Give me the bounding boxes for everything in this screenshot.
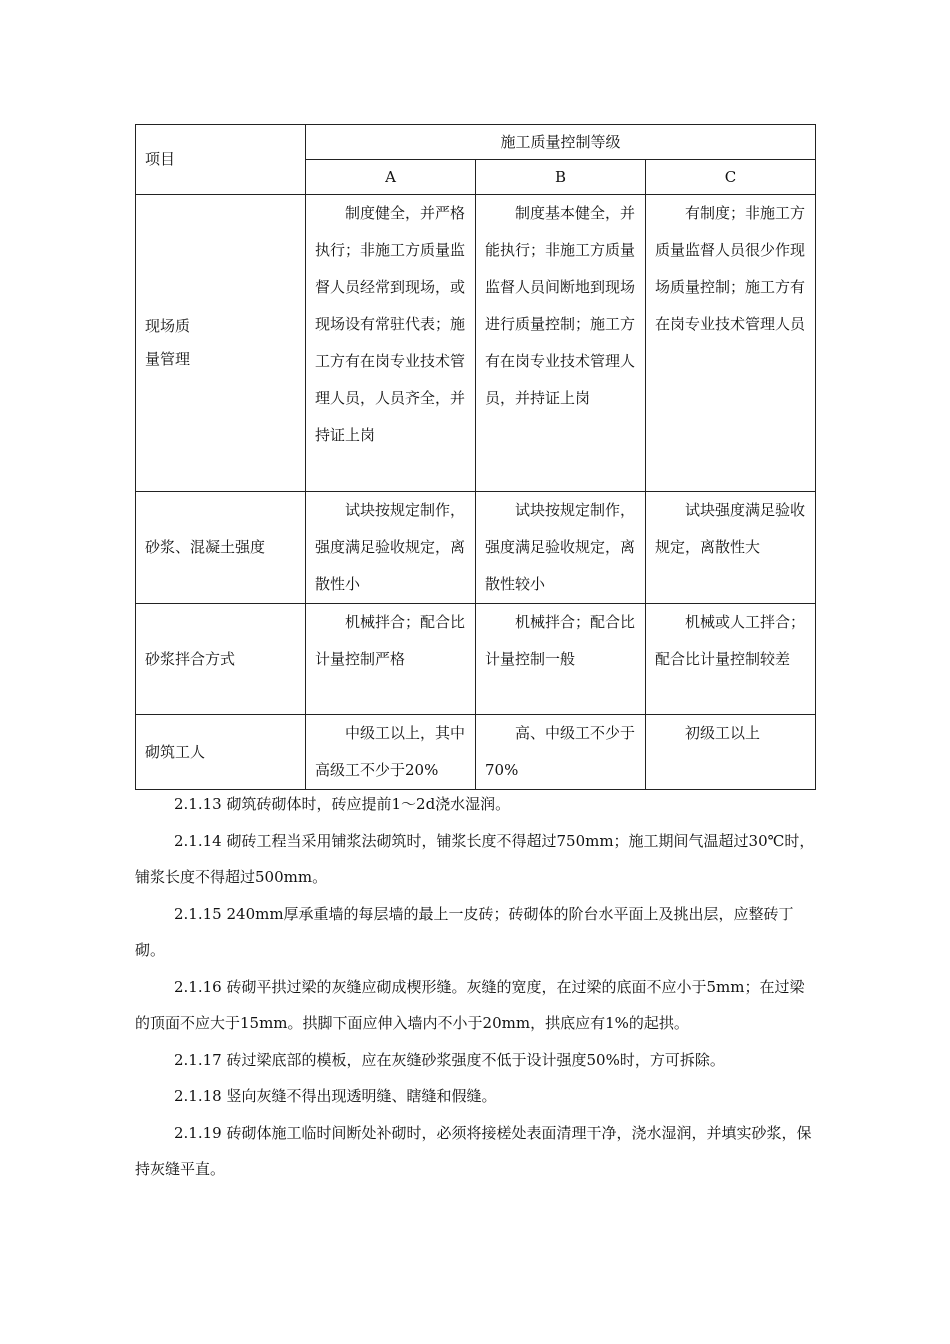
row-label-text: 现场质 量管理 [145, 317, 191, 368]
clause-2-1-14: 2.1.14 砌砖工程当采用铺浆法砌筑时，铺浆长度不得超过750mm；施工期间气温超过30℃时，铺浆长度不得超过500mm。 [135, 831, 815, 886]
table-cell [476, 604, 646, 715]
cell-text: 试块强度满足验收规定，离散性大 [655, 501, 806, 556]
cell-text: 高、中级工不少于70% [485, 724, 636, 779]
table-cell [646, 715, 816, 790]
clause-2-1-13: 2.1.13 砌筑砖砌体时，砖应提前1～2d浇水湿润。 [174, 795, 511, 813]
table-header-row [136, 125, 816, 160]
row-label-masons: 砌筑工人 [136, 715, 306, 790]
clause-2-1-15: 2.1.15 240mm厚承重墙的每层墙的最上一皮砖；砖砌体的阶台水平面上及挑出层，应整砖丁砌。 [135, 904, 794, 959]
table-cell [306, 492, 476, 604]
cell-text: 初级工以上 [685, 724, 761, 742]
clause-2-1-18: 2.1.18 竖向灰缝不得出现透明缝、瞎缝和假缝。 [174, 1087, 497, 1105]
table-row [136, 492, 816, 604]
table-row [136, 195, 816, 492]
table-cell [306, 715, 476, 790]
grade-b-cell: B [476, 160, 646, 195]
grade-c-cell: C [646, 160, 816, 195]
table-cell [476, 492, 646, 604]
cell-text: 试块按规定制作，强度满足验收规定，离散性较小 [485, 501, 636, 593]
header-group-cell: 施工质量控制等级 [306, 125, 816, 160]
table-cell [476, 715, 646, 790]
cell-text: 机械或人工拌合；配合比计量控制较差 [655, 613, 806, 668]
clause-2-1-19: 2.1.19 砖砌体施工临时间断处补砌时，必须将接槎处表面清理干净，浇水湿润，并填实砂浆，保持灰缝平直。 [135, 1123, 812, 1178]
header-item-cell: 项目 [136, 125, 306, 195]
grade-a-cell: A [306, 160, 476, 195]
row-label-strength: 砂浆、混凝土强度 [136, 492, 306, 604]
cell-text: 制度健全，并严格执行；非施工方质量监督人员经常到现场，或现场设有常驻代表；施工方有在岗专业技术管理人员，人员齐全，并持证上岗 [315, 204, 466, 444]
cell-text: 有制度；非施工方质量监督人员很少作现场质量控制；施工方有在岗专业技术管理人员 [655, 204, 806, 333]
table-cell [306, 604, 476, 715]
cell-text: 机械拌合；配合比计量控制严格 [315, 613, 466, 668]
cell-text: 制度基本健全，并能执行；非施工方质量监督人员间断地到现场进行质量控制；施工方有在岗专业技术管理人员，并持证上岗 [485, 204, 636, 407]
cell-text: 试块按规定制作，强度满足验收规定，离散性小 [315, 501, 466, 593]
table-cell [476, 195, 646, 492]
table-cell [646, 604, 816, 715]
cell-text: 机械拌合；配合比计量控制一般 [485, 613, 636, 668]
table-cell [646, 195, 816, 492]
clause-paragraphs [135, 786, 815, 1188]
clause-2-1-17: 2.1.17 砖过梁底部的模板，应在灰缝砂浆强度不低于设计强度50%时，方可拆除。 [174, 1050, 725, 1069]
table-row [136, 715, 816, 790]
row-label-mixing-method: 砂浆拌合方式 [136, 604, 306, 715]
cell-text: 中级工以上，其中高级工不少于20% [315, 724, 466, 779]
clause-2-1-16: 2.1.16 砖砌平拱过梁的灰缝应砌成楔形缝。灰缝的宽度，在过梁的底面不应小于5mm；在过梁的顶面不应大于15mm。拱脚下面应伸入墙内不小于20mm，拱底应有1%的起拱。 [135, 977, 805, 1032]
row-label-site-management [136, 195, 306, 492]
table-cell [306, 195, 476, 492]
quality-control-grade-table [135, 124, 816, 790]
table-cell [646, 492, 816, 604]
table-row [136, 604, 816, 715]
